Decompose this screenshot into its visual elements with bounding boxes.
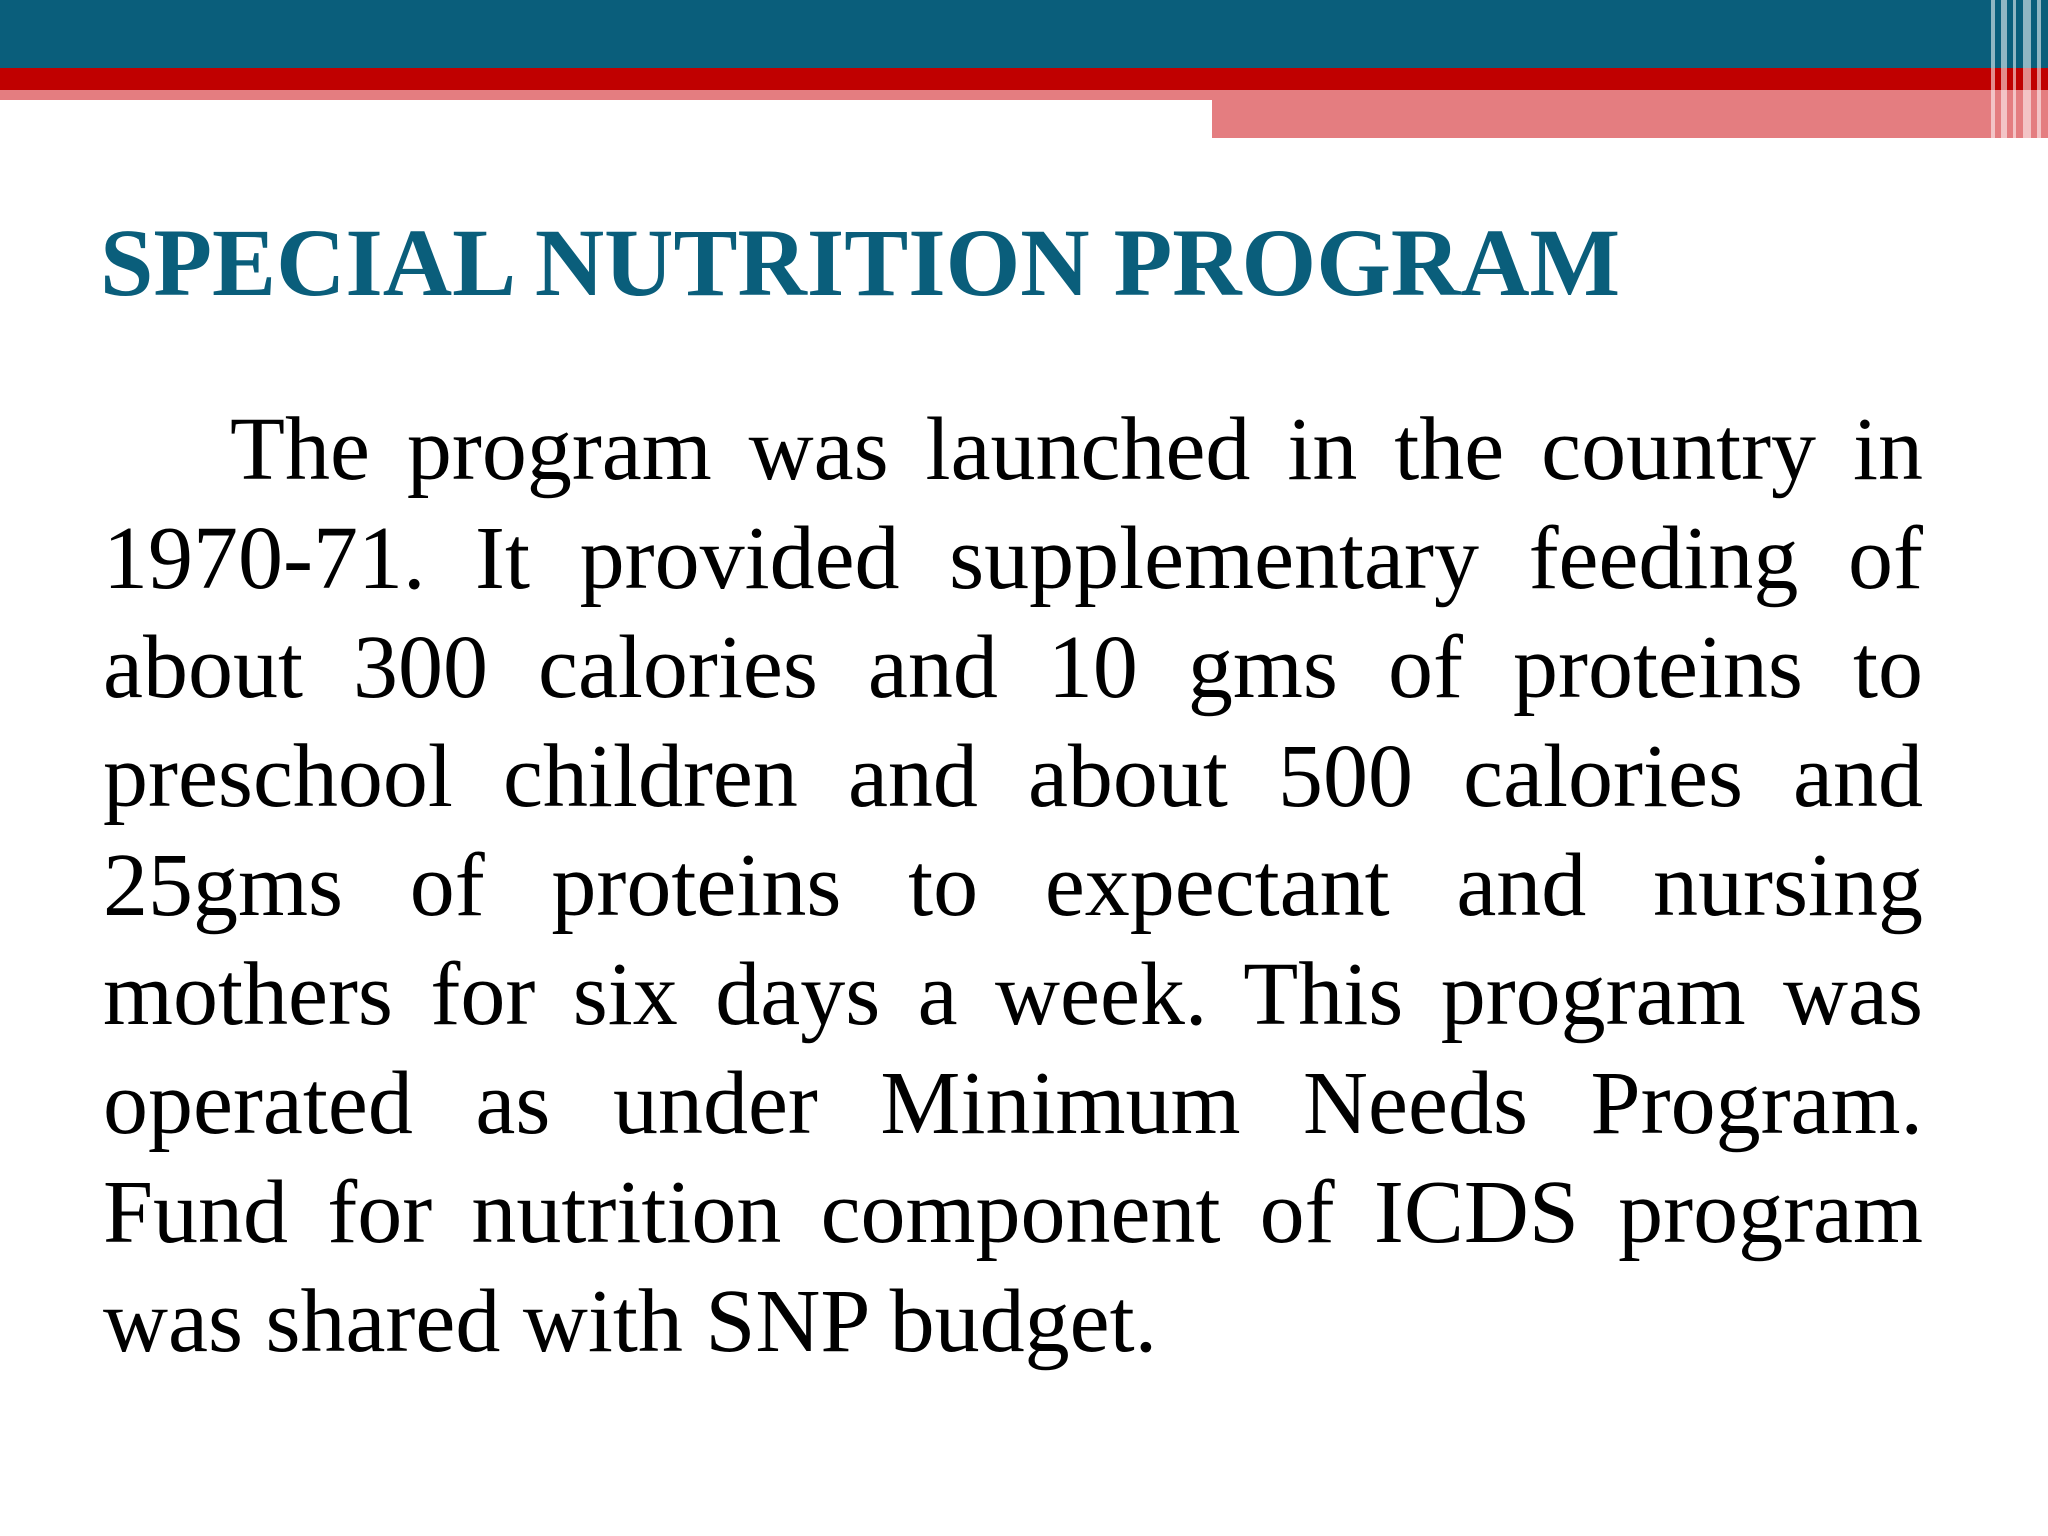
- stripe: [1991, 0, 1995, 138]
- header-band-pink-left: [0, 90, 1212, 100]
- header-band-red: [0, 68, 2048, 90]
- header-band-pink-right: [1212, 90, 2048, 138]
- slide-body-text: The program was launched in the country in 1970-71. It provided supplementary feeding of about 300 calories and 10 gms of proteins to preschool children and about 500 calories and 25gms of proteins to expectant and nursing mothers for six days a week. This program was operated as under Minimum Needs Program. Fund for nutrition component of ICDS program was shared with SNP budget.: [103, 400, 1923, 1371]
- header-band-teal: [0, 0, 2048, 68]
- slide-title: SPECIAL NUTRITION PROGRAM: [100, 209, 1621, 316]
- stripe: [2037, 0, 2041, 138]
- stripe: [2013, 0, 2016, 138]
- stripe: [2023, 0, 2031, 138]
- stripe: [2001, 0, 2007, 138]
- header-stripes-decoration: [1985, 0, 2048, 138]
